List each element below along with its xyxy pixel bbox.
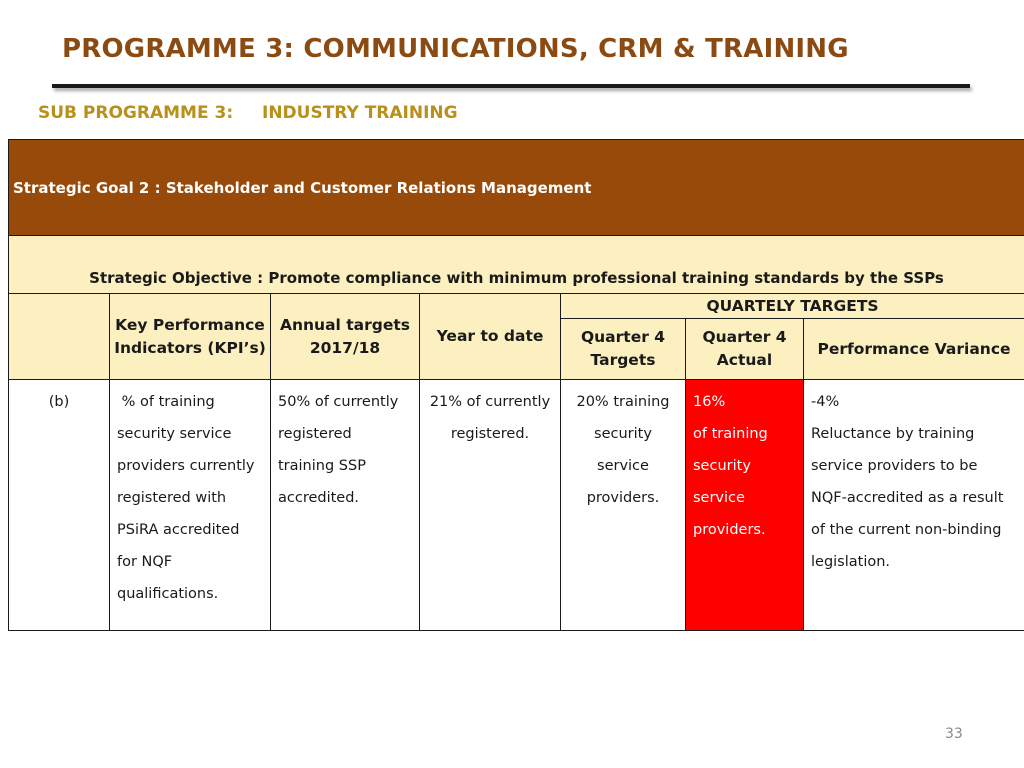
header-id [9,294,110,380]
header-kpi: Key Performance Indicators (KPI’s) [110,294,271,380]
title-underline [52,84,970,88]
row-annual-target: 50% of currently registered training SSP accredited. [271,380,420,631]
sub-programme-name: INDUSTRY TRAINING [262,103,458,123]
row-q4-actual: 16% of training security service providers. [686,380,804,631]
table-row [9,380,1024,631]
page-title: PROGRAMME 3: COMMUNICATIONS, CRM & TRAINING [62,34,849,64]
page-number: 33 [945,726,963,742]
header-annual-targets: Annual targets 2017/18 [271,294,420,380]
row-id: (b) [9,380,110,631]
header-year-to-date: Year to date [420,294,561,380]
row-year-to-date: 21% of currently registered. [420,380,561,631]
header-q4-targets: Quarter 4 Targets [561,319,686,380]
row-kpi: % of training security service providers currently registered with PSiRA accredited for NQF qualifications. [110,380,271,631]
header-performance-variance: Performance Variance [804,319,1024,380]
header-q4-actual: Quarter 4 Actual [686,319,804,380]
strategic-goal: Strategic Goal 2 : Stakeholder and Customer Relations Management [9,140,1024,236]
strategic-objective: Strategic Objective : Promote compliance with minimum professional training standards by the SSPs [9,236,1024,294]
header-quarterly-targets: QUARTELY TARGETS [561,294,1024,319]
row-q4-targets: 20% training security service providers. [561,380,686,631]
sub-programme-label: SUB PROGRAMME 3: [38,103,234,123]
performance-table [8,139,1024,631]
row-performance-variance: -4% Reluctance by training service providers to be NQF-accredited as a result of the current non-binding legislation. [804,380,1024,631]
